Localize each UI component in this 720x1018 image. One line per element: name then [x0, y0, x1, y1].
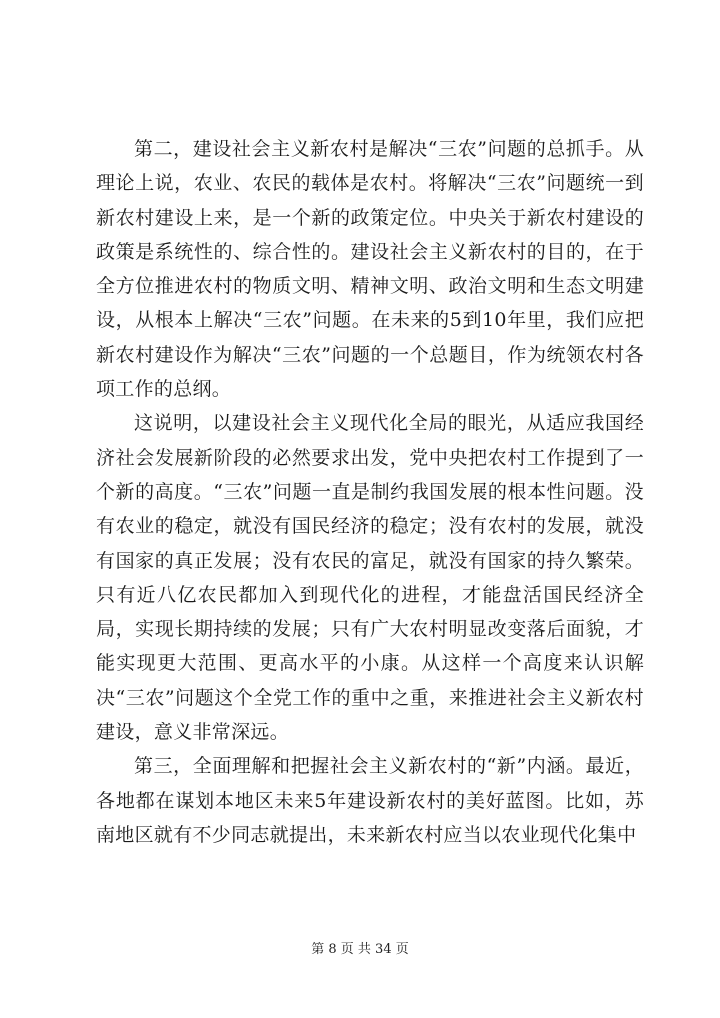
- paragraph-1: 第二，建设社会主义新农村是解决“三农”问题的总抓手。从理论上说，农业、农民的载体是农村。将解决“三农”问题统一到新农村建设上来，是一个新的政策定位。中央关于新农村建设的政策是系统性的、综合性的。建设社会主义新农村的目的，在于全方位推进农村的物质文明、精神文明、政治文明和生态文明建设，从根本上解决“三农”问题。在未来的5到10年里，我们应把新农村建设作为解决“三农”问题的一个总题目，作为统领农村各项工作的总纲。: [96, 138, 644, 401]
- page-number-footer: 第 8 页 共 34 页: [311, 942, 409, 957]
- paragraph-2: 这说明，以建设社会主义现代化全局的眼光，从适应我国经济社会发展新阶段的必然要求出发，党中央把农村工作提到了一个新的高度。“三农”问题一直是制约我国发展的根本性问题。没有农业的稳定，就没有国民经济的稳定；没有农村的发展，就没有国家的真正发展；没有农民的富足，就没有国家的持久繁荣。只有近八亿农民都加入到现代化的进程，才能盘活国民经济全局，实现长期持续的发展；只有广大农村明显改变落后面貌，才能实现更大范围、更高水平的小康。从这样一个高度来认识解决“三农”问题这个全党工作的重中之重，来推进社会主义新农村建设，意义非常深远。: [96, 412, 644, 744]
- paragraph-3: 第三，全面理解和把握社会主义新农村的“新”内涵。最近，各地都在谋划本地区未来5年建设新农村的美好蓝图。比如，苏南地区就有不少同志就提出，未来新农村应当以农业现代化集中: [96, 755, 644, 846]
- document-body: [96, 132, 644, 852]
